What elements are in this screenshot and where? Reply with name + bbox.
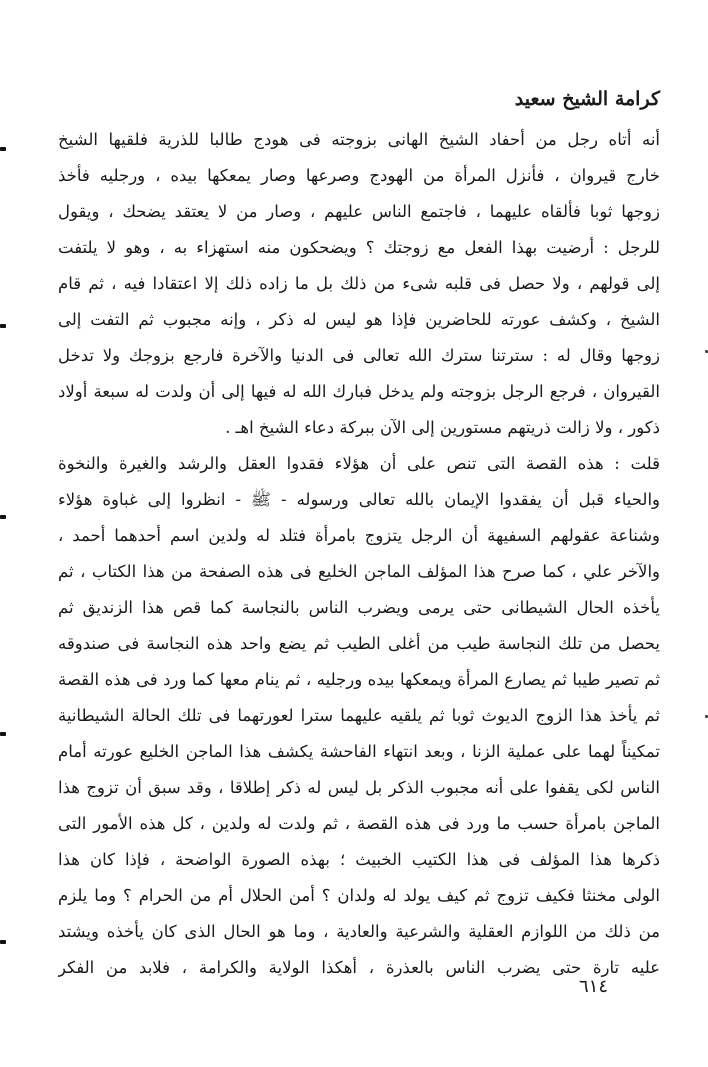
commentary-paragraph (58, 446, 660, 986)
story-paragraph (58, 122, 660, 446)
text-line: والحياء قبل أن يفقدوا الإيمان بالله تعالى ورسوله - ﷺ - انظروا إلى غباوة هؤلاء (58, 490, 660, 509)
text-line: ذكور ، ولا زالت ذريتهم مستورين إلى الآن ببركة دعاء الشيخ اهـ . (225, 418, 660, 437)
text-line: يحصل من تلك النجاسة طيب من أغلى الطيب ثم يضع واحد هذه النجاسة فى صندوقه (58, 634, 660, 653)
section-heading: كرامة الشيخ سعيد (514, 88, 660, 110)
text-line: من ذلك من اللوازم العقلية والشرعية والعادية ، وما هو الحال الذى كان يأخذه ويشتد (58, 922, 660, 941)
text-line: وشناعة عقولهم السفيهة أن الرجل يتزوج بامرأة فتلد له ولدين اسم أحدهما أحمد ، (58, 526, 660, 545)
text-line: القيروان ، فرجع الرجل بزوجته ولم يدخل فبارك الله له فيها إلى أن ولدت له سبعة أولاد (58, 382, 660, 401)
text-line: تمكيناً لهما على عملية الزنا ، وبعد انتهاء الفاحشة يكشف هذا الماجن الخليع عورته أمام (58, 742, 660, 761)
scan-margin-mark (0, 515, 6, 519)
text-line: والآخر علي ، كما صرح هذا المؤلف الماجن الخليع فى هذه الصفحة من هذا الكتاب ، ثم (58, 562, 660, 581)
text-line: أنه أتاه رجل من أحفاد الشيخ الهانى بزوجته فى هودج طالبا للذرية فلقيها الشيخ (58, 130, 660, 149)
page-number: ٦١٤ (578, 976, 608, 997)
text-line: خارج قيروان ، فأنزل المرأة من الهودج وصرعها وصار يمعكها بيده ، ورجليه فأخذ (58, 166, 660, 185)
text-line: الولى مخنثا فكيف تزوج ثم كيف يولد له ولدان ؟ أمن الحلال أم من الحرام ؟ وما يلزم (58, 886, 660, 905)
text-line: للرجل : أرضيت بهذا الفعل مع زوجتك ؟ ويضحكون منه استهزاء به ، وهو لا يلتفت (58, 238, 660, 257)
text-line: زوجها ثوبا فألقاه عليهما ، فاجتمع الناس عليهم ، وصار من لا يعتقد يضحك ، ويقول (58, 202, 660, 221)
text-line: زوجها وقال له : سترتنا سترك الله تعالى فى الدنيا والآخرة فارجع بزوجك ولا تدخل (58, 346, 660, 365)
text-line: ثم تصير طيبا ثم يصارع المرأة ويمعكها بيده ورجليه ، ثم ينام معها كما ورد فى هذه القصة (58, 670, 660, 689)
text-line: عليه تارة حتى يضرب الناس بالعذرة ، أهكذا الولاية والكرامة ، فلابد من الفكر (58, 958, 660, 977)
text-line: إلى قولهم ، ولا حصل فى قلبه شىء من ذلك بل ما زاده ذلك إلا اعتقادا فيه ، ثم قام (58, 274, 660, 293)
text-line: يأخذه الحال الشيطانى حتى يرمى ويضرب الناس بالنجاسة كما قص هذا الزنديق ثم (58, 598, 660, 617)
scan-margin-mark (0, 147, 6, 151)
text-line: ثم يأخذ هذا الزوج الديوث ثوبا ثم يلقيه عليهما سترا لعورتهما فى تلك الحالة الشيطانية (58, 706, 660, 725)
text-line: الشيخ ، وكشف عورته للحاضرين فإذا هو ليس له ذكر ، وإنه مجبوب ثم التفت إلى (58, 310, 660, 329)
text-line: ذكرها هذا المؤلف فى هذا الكتيب الخبيث ؛ بهذه الصورة الواضحة ، فإذا كان هذا (58, 850, 660, 869)
scan-margin-mark (0, 940, 6, 944)
text-line: الناس لكى يقفوا على أنه مجبوب الذكر بل ليس له ذكر إطلاقا ، وقد سبق أن تزوج هذا (58, 778, 660, 797)
scan-margin-mark (0, 732, 6, 736)
text-line: الماجن بامرأة حسب ما ورد فى هذه القصة ، ثم ولدت له ولدين ، كل هذه الأمور التى (58, 814, 660, 833)
text-line: قلت : هذه القصة التى تنص على أن هؤلاء فقدوا العقل والرشد والغيرة والنخوة (58, 454, 660, 473)
scan-margin-mark (0, 324, 6, 328)
